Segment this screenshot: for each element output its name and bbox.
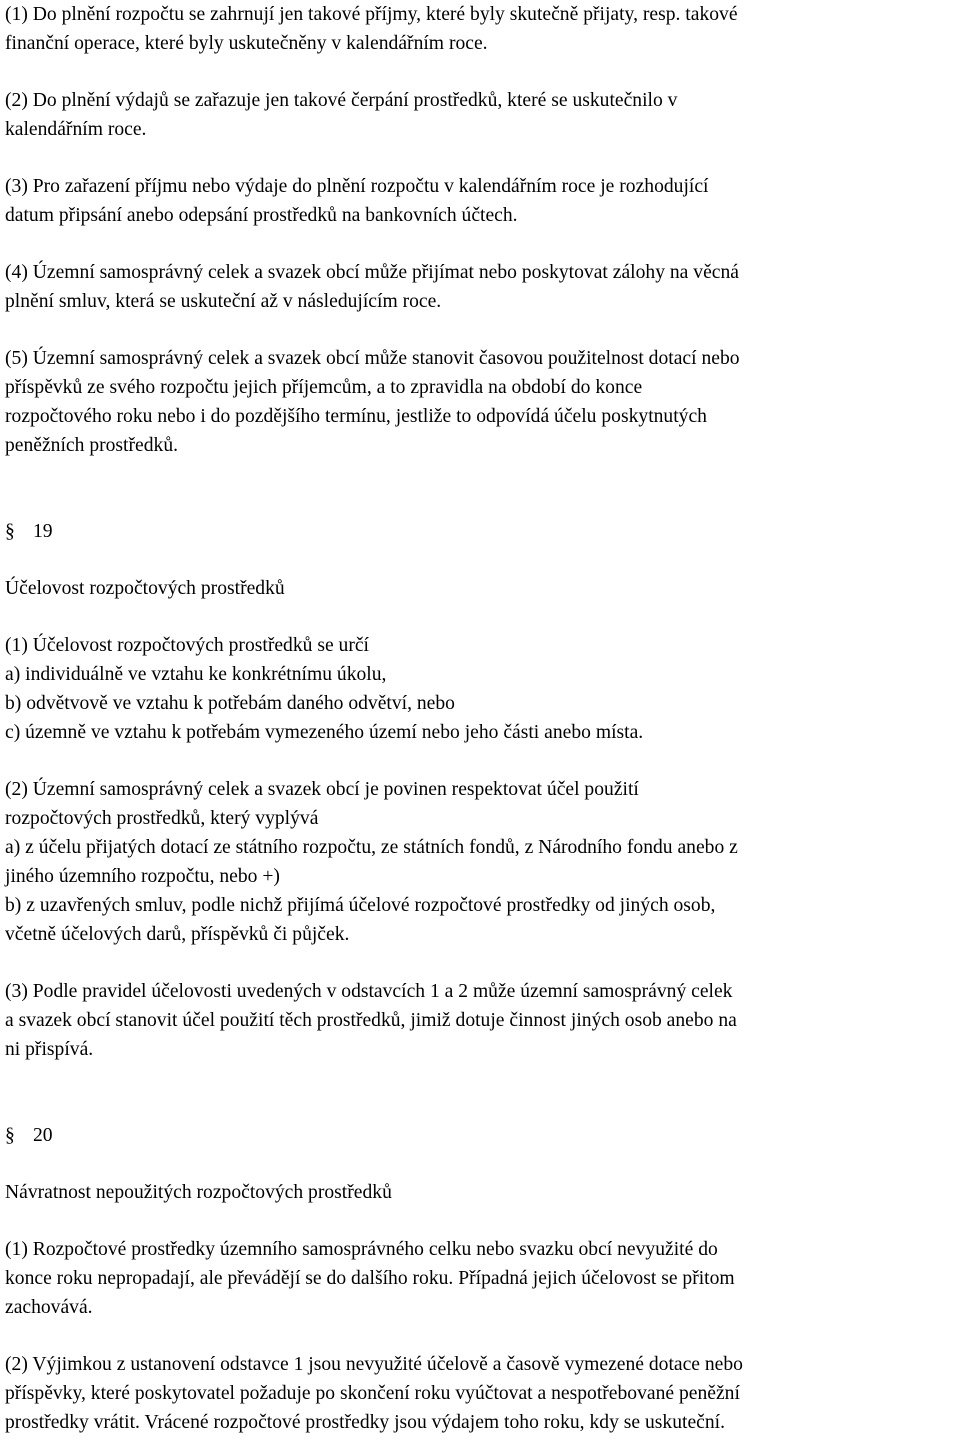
- text-line: (3) Pro zařazení příjmu nebo výdaje do plnění rozpočtu v kalendářním roce je rozhodující: [5, 176, 709, 197]
- text-line: (4) Územní samosprávný celek a svazek obcí může přijímat nebo poskytovat zálohy na věcná: [5, 262, 739, 283]
- text-line: (2) Do plnění výdajů se zařazuje jen takové čerpání prostředků, které se uskutečnilo v: [5, 90, 678, 111]
- paragraph-19-3: [5, 977, 955, 1064]
- section-sign: §: [5, 521, 15, 542]
- text-line: (3) Podle pravidel účelovosti uvedených v odstavcích 1 a 2 může územní samosprávný celek: [5, 981, 733, 1002]
- text-line: b) z uzavřených smluv, podle nichž přijímá účelové rozpočtové prostředky od jiných osob,: [5, 895, 716, 916]
- paragraph-18-4: [5, 258, 955, 316]
- text-line: konce roku nepropadají, ale převádějí se do dalšího roku. Případná jejich účelovost se přitom: [5, 1268, 735, 1289]
- section-heading-20: [5, 1121, 955, 1150]
- text-line: příspěvků ze svého rozpočtu jejich příjemcům, a to zpravidla na období do konce: [5, 377, 643, 398]
- text-line: peněžních prostředků.: [5, 435, 179, 456]
- text-line: (1) Do plnění rozpočtu se zahrnují jen takové příjmy, které byly skutečně přijaty, resp. takové: [5, 4, 738, 25]
- paragraph-18-1: [5, 0, 955, 58]
- text-line: finanční operace, které byly uskutečněny v kalendářním roce.: [5, 33, 488, 54]
- text-line: ni přispívá.: [5, 1039, 94, 1060]
- text-line: b) odvětvově ve vztahu k potřebám daného odvětví, nebo: [5, 693, 455, 714]
- text-line: (2) Výjimkou z ustanovení odstavce 1 jsou nevyužité účelově a časově vymezené dotace nebo: [5, 1354, 743, 1375]
- text-line: rozpočtových prostředků, který vyplývá: [5, 808, 319, 829]
- section-title-19: [5, 574, 955, 603]
- document-page: [5, 0, 955, 1437]
- section-sign: §: [5, 1125, 15, 1146]
- text-line: (1) Rozpočtové prostředky územního samosprávného celku nebo svazku obcí nevyužité do: [5, 1239, 718, 1260]
- section-title: Návratnost nepoužitých rozpočtových prostředků: [5, 1182, 392, 1203]
- text-line: (1) Účelovost rozpočtových prostředků se určí: [5, 635, 370, 656]
- text-line: zachovává.: [5, 1297, 93, 1318]
- text-line: c) územně ve vztahu k potřebám vymezeného území nebo jeho části anebo místa.: [5, 722, 644, 743]
- paragraph-18-5: [5, 344, 955, 460]
- section-heading-19: [5, 517, 955, 546]
- text-line: a svazek obcí stanovit účel použití těch prostředků, jimiž dotuje činnost jiných osob anebo na: [5, 1010, 737, 1031]
- text-line: jiného územního rozpočtu, nebo +): [5, 866, 280, 887]
- text-line: rozpočtového roku nebo i do pozdějšího termínu, jestliže to odpovídá účelu poskytnutých: [5, 406, 707, 427]
- text-line: a) z účelu přijatých dotací ze státního rozpočtu, ze státních fondů, z Národního fondu anebo z: [5, 837, 738, 858]
- text-line: příspěvky, které poskytovatel požaduje po skončení roku vyúčtovat a nespotřebované peněžní: [5, 1383, 740, 1404]
- paragraph-18-3: [5, 172, 955, 230]
- text-line: (5) Územní samosprávný celek a svazek obcí může stanovit časovou použitelnost dotací nebo: [5, 348, 740, 369]
- paragraph-20-1: [5, 1235, 955, 1322]
- paragraph-19-1: [5, 631, 955, 747]
- text-line: (2) Územní samosprávný celek a svazek obcí je povinen respektovat účel použití: [5, 779, 639, 800]
- text-line: kalendářním roce.: [5, 119, 147, 140]
- text-line: datum připsání anebo odepsání prostředků na bankovních účtech.: [5, 205, 518, 226]
- section-title: Účelovost rozpočtových prostředků: [5, 578, 285, 599]
- text-line: prostředky vrátit. Vrácené rozpočtové prostředky jsou výdajem toho roku, kdy se uskuteční.: [5, 1412, 725, 1433]
- text-line: a) individuálně ve vztahu ke konkrétnímu úkolu,: [5, 664, 387, 685]
- paragraph-20-2: [5, 1350, 955, 1437]
- text-line: včetně účelových darů, příspěvků či půjček.: [5, 924, 350, 945]
- paragraph-19-2: [5, 775, 955, 949]
- section-title-20: [5, 1178, 955, 1207]
- paragraph-18-2: [5, 86, 955, 144]
- section-number: 19: [33, 521, 53, 542]
- text-line: plnění smluv, která se uskuteční až v následujícím roce.: [5, 291, 442, 312]
- section-number: 20: [33, 1125, 53, 1146]
